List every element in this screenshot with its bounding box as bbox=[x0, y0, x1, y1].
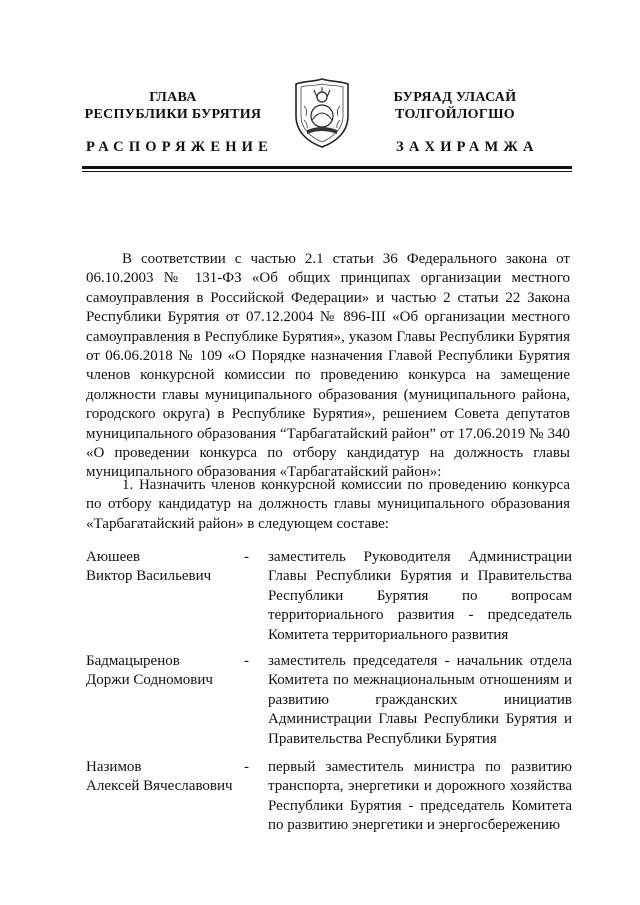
member-dash: - bbox=[244, 653, 249, 669]
member-position: первый заместитель министра по развитию транспорта, энергетики и дорожного хозяйства Республики Бурятия - председатель Комитета по развитию энергетики и энергосбережению bbox=[268, 759, 572, 834]
issuer-title-buryat bbox=[360, 89, 550, 123]
member-position: заместитель председателя - начальник отдела Комитета по межнациональным отношениям и развитию гражданских инициатив Администрации Главы Республики Бурятия и Правительства Республики Бурятия bbox=[268, 653, 572, 747]
header-divider-thin bbox=[82, 171, 572, 172]
issuer-line-1-buryat: БУРЯАД УЛАСАЙ bbox=[393, 90, 517, 105]
document-type-russian: РАСПОРЯЖЕНИЕ bbox=[86, 139, 274, 155]
member-dash: - bbox=[244, 759, 249, 775]
issuer-title-russian bbox=[78, 89, 268, 123]
preamble-paragraph: В соответствии с частью 2.1 статьи 36 Федерального закона от 06.10.2003 № 131-ФЗ «Об общих принципах организации местного самоуправления в Российской Федерации» и частью 2 статьи 22 Закона Республики Бурятия от 07.12.2004 № 896-III «Об организации местного самоуправления в Республике Бурятия», указом Главы Республики Бурятия от 06.06.2018 № 109 «О Порядке назначения Главой Республики Бурятия членов конкурсной комиссии по проведению конкурса на замещение должности главы муниципального образования (муниципального района, городского округа) в Республике Бурятия», решением Совета депутатов муниципального образования “Тарбагатайский район” от 17.06.2019 № 340 «О проведении конкурса по отбору кандидатур на должность главы муниципального образования «Тарбагатайский район»: bbox=[86, 251, 570, 481]
member-given-names: Виктор Васильевич bbox=[86, 568, 212, 585]
clause-1-paragraph: 1. Назначить членов конкурсной комиссии по проведению конкурса по отбору кандидатур на должность главы муниципального образования «Тарбагатайский район» в следующем составе: bbox=[86, 477, 570, 532]
member-name bbox=[86, 758, 246, 797]
document-type-buryat: ЗАХИРАМЖА bbox=[396, 139, 539, 155]
issuer-line-1: ГЛАВА bbox=[149, 90, 197, 105]
member-name bbox=[86, 548, 246, 587]
member-given-names: Алексей Вячеславович bbox=[86, 778, 233, 795]
coat-of-arms-emblem-icon bbox=[290, 76, 354, 150]
member-name bbox=[86, 652, 246, 691]
issuer-line-2-buryat: ТОЛГОЙЛОГШО bbox=[395, 107, 515, 122]
member-surname: Аюшеев bbox=[86, 549, 140, 565]
member-position: заместитель Руководителя Администрации Главы Республики Бурятия и Правительства Республики Бурятия по вопросам территориального развития - председатель Комитета территориального развития bbox=[268, 549, 572, 643]
member-dash: - bbox=[244, 549, 249, 565]
header-divider-thick bbox=[82, 166, 572, 169]
member-given-names: Доржи Содномович bbox=[86, 672, 213, 689]
member-surname: Бадмацыренов bbox=[86, 653, 180, 669]
member-surname: Назимов bbox=[86, 759, 142, 775]
issuer-line-2: РЕСПУБЛИКИ БУРЯТИЯ bbox=[84, 107, 262, 122]
